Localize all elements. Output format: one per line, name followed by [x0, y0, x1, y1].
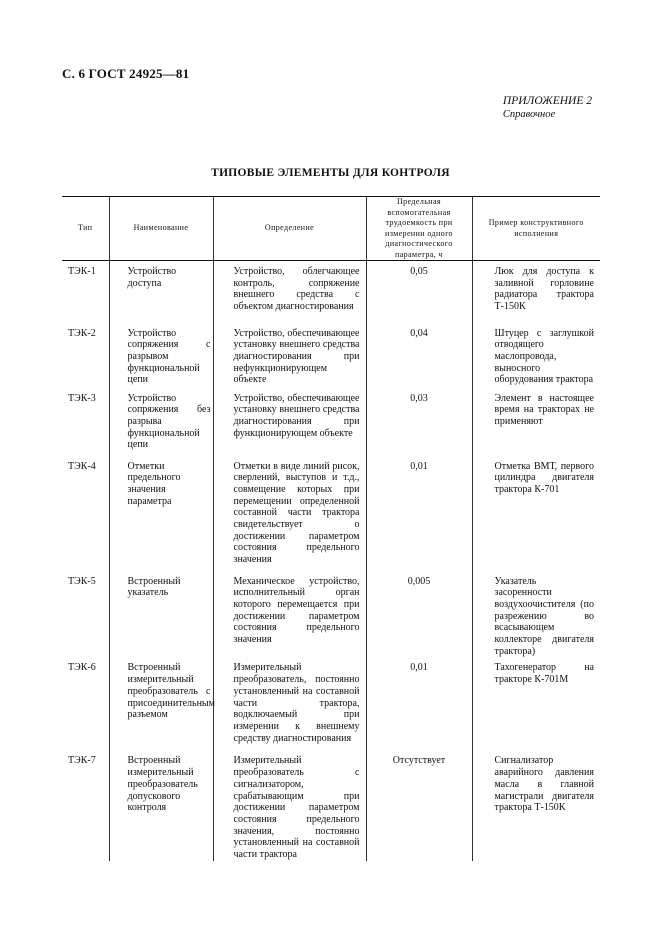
cell-example: Люк для доступа к заливной горловине радиатора трактора Т-150К	[472, 261, 600, 323]
cell-name: Отметки предельного значения параметра	[109, 456, 213, 571]
cell-type: ТЭК-1	[68, 266, 96, 277]
cell-definition: Устройство, обеспечивающее установку внешнего средства диагностирования при функционирующем объекте	[213, 388, 366, 456]
cell-example: Элемент в настоящее время на тракторах не применяют	[472, 388, 600, 456]
table-row	[62, 388, 600, 456]
cell-name: Встроенный указатель	[109, 571, 213, 658]
cell-type: ТЭК-6	[68, 662, 96, 674]
column-header-example: Пример конструктивного исполнения	[472, 197, 600, 261]
column-header-effort: Предельная вспомогательная трудоемкость при измерении одного диагностического параметра, ч	[366, 197, 472, 261]
cell-name: Устройство доступа	[109, 261, 213, 323]
cell-definition: Механическое устройство, исполнительный орган которого перемещается при достижении параметром состояния предельного значения	[213, 571, 366, 658]
cell-effort: Отсутствует	[366, 750, 472, 860]
cell-definition: Устройство, облегчающее контроль, сопряжение внешнего средства с объектом диагностирования	[213, 261, 366, 323]
appendix-label	[503, 95, 592, 121]
table-row	[62, 456, 600, 571]
page-header: С. 6 ГОСТ 24925—81	[62, 66, 190, 81]
cell-example: Отметка ВМТ, первого цилиндра двигателя трактора К-701	[472, 456, 600, 571]
table-header-row	[62, 197, 600, 261]
cell-effort: 0,05	[366, 261, 472, 323]
cell-type: ТЭК-2	[68, 327, 96, 339]
cell-example: Указатель засоренности воздухоочистителя (по разрежению во всасывающем коллекторе двигателя трактора)	[472, 571, 600, 658]
cell-type: ТЭК-7	[68, 755, 96, 767]
table-title: ТИПОВЫЕ ЭЛЕМЕНТЫ ДЛЯ КОНТРОЛЯ	[211, 167, 450, 179]
cell-definition: Измерительный преобразователь с сигнализатором, срабатывающим при достижении параметром состояния предельного значения, постоянно установленный на составной части трактора	[213, 750, 366, 860]
column-header-type: Тип	[62, 197, 109, 261]
cell-effort: 0,04	[366, 323, 472, 388]
cell-effort: 0,03	[366, 388, 472, 456]
table-row	[62, 261, 600, 323]
cell-effort: 0,01	[366, 456, 472, 571]
cell-definition: Измерительный преобразователь, постоянно установленный на составной части трактора, водключаемый при измерении к внешнему средству диагностирования	[213, 657, 366, 750]
cell-name: Устройство сопряжения без разрыва функциональной цепи	[109, 388, 213, 456]
cell-example: Сигнализатор аварийного давления масла в главной магистрали двигателя трактора Т-150К	[472, 750, 600, 860]
cell-effort: 0,005	[366, 571, 472, 658]
column-header-definition: Определение	[213, 197, 366, 261]
appendix-subtitle: Справочное	[502, 109, 556, 120]
cell-type: ТЭК-3	[68, 392, 96, 404]
cell-type: ТЭК-4	[68, 460, 96, 472]
table-row	[62, 750, 600, 860]
elements-table	[62, 196, 600, 861]
cell-example: Тахогенератор на тракторе К-701М	[472, 657, 600, 750]
cell-definition: Устройство, обеспечивающее установку внешнего средства диагностирования при нефункционирующем объекте	[213, 323, 366, 388]
cell-type: ТЭК-5	[68, 575, 96, 587]
table-row	[62, 657, 600, 750]
table-row	[62, 323, 600, 388]
cell-name: Встроенный измерительный преобразователь с присоединительным разъемом	[109, 657, 213, 750]
cell-name: Встроенный измерительный преобразователь допускового контроля	[109, 750, 213, 860]
cell-name: Устройство сопряжения с разрывом функциональной цепи	[109, 323, 213, 388]
appendix-title: ПРИЛОЖЕНИЕ 2	[502, 95, 592, 107]
cell-example: Штуцер с заглушкой отводящего маслопровода, выносного оборудования трактора	[472, 323, 600, 388]
table-row	[62, 571, 600, 658]
cell-definition: Отметки в виде линий рисок, сверлений, выступов и т.д., совмещение которых при перемещении определенной составной части трактора свидетельствует о достижении параметром состояния предельного значения	[213, 456, 366, 571]
column-header-name: Наименование	[109, 197, 213, 261]
cell-effort: 0,01	[366, 657, 472, 750]
